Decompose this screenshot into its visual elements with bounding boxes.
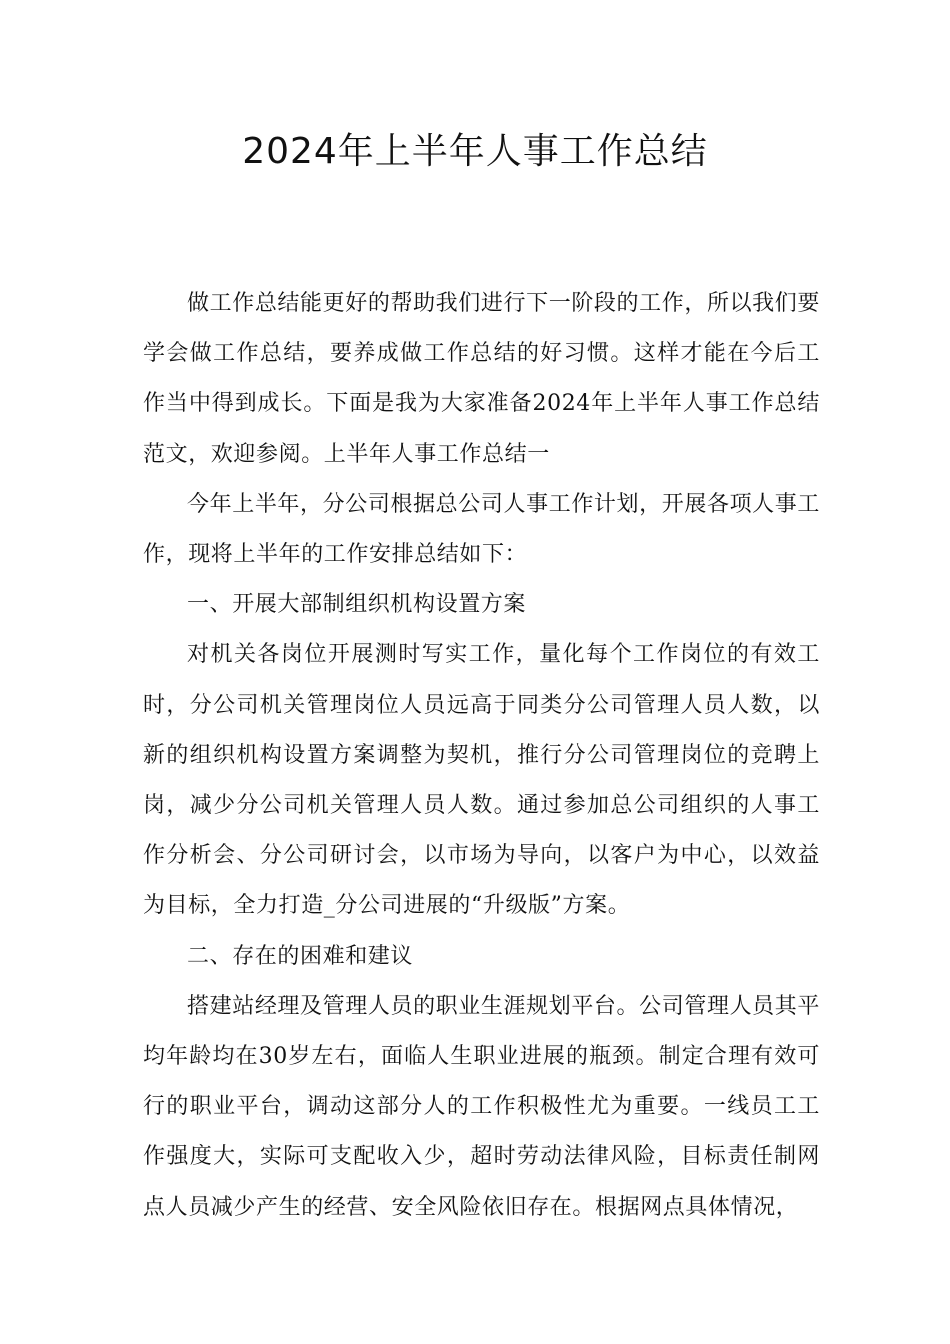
intro-paragraph: 做工作总结能更好的帮助我们进行下一阶段的工作，所以我们要学会做工作总结，要养成做工作总结的好习惯。这样才能在今后工作当中得到成长。下面是我为大家准备2024年上半年人事工作总结范文，欢迎参阅。上半年人事工作总结一 — [143, 291, 820, 467]
overview-paragraph: 今年上半年，分公司根据总公司人事工作计划，开展各项人事工作，现将上半年的工作安排总结如下： — [143, 491, 820, 568]
section-heading-1: 一、开展大部制组织机构设置方案 — [187, 592, 527, 618]
section-1-paragraph: 对机关各岗位开展测时写实工作，量化每个工作岗位的有效工时，分公司机关管理岗位人员远高于同类分公司管理人员人数，以新的组织机构设置方案调整为契机，推行分公司管理岗位的竞聘上岗，减少分公司机关管理人员人数。通过参加总公司组织的人事工作分析会、分公司研讨会，以市场为导向，以客户为中心，以效益为目标，全力打造_分公司进展的“升级版”方案。 — [143, 642, 820, 919]
document-title: 2024年上半年人事工作总结 — [242, 131, 708, 172]
section-2-paragraph: 搭建站经理及管理人员的职业生涯规划平台。公司管理人员其平均年龄均在30岁左右，面临人生职业进展的瓶颈。制定合理有效可行的职业平台，调动这部分人的工作积极性尤为重要。一线员工工作强度大，实际可支配收入少，超时劳动法律风险，目标责任制网点人员减少产生的经营、安全风险依旧存在。根据网点具体情况， — [143, 993, 820, 1220]
document-body — [143, 279, 820, 1233]
section-heading-2: 二、存在的困难和建议 — [187, 943, 414, 969]
